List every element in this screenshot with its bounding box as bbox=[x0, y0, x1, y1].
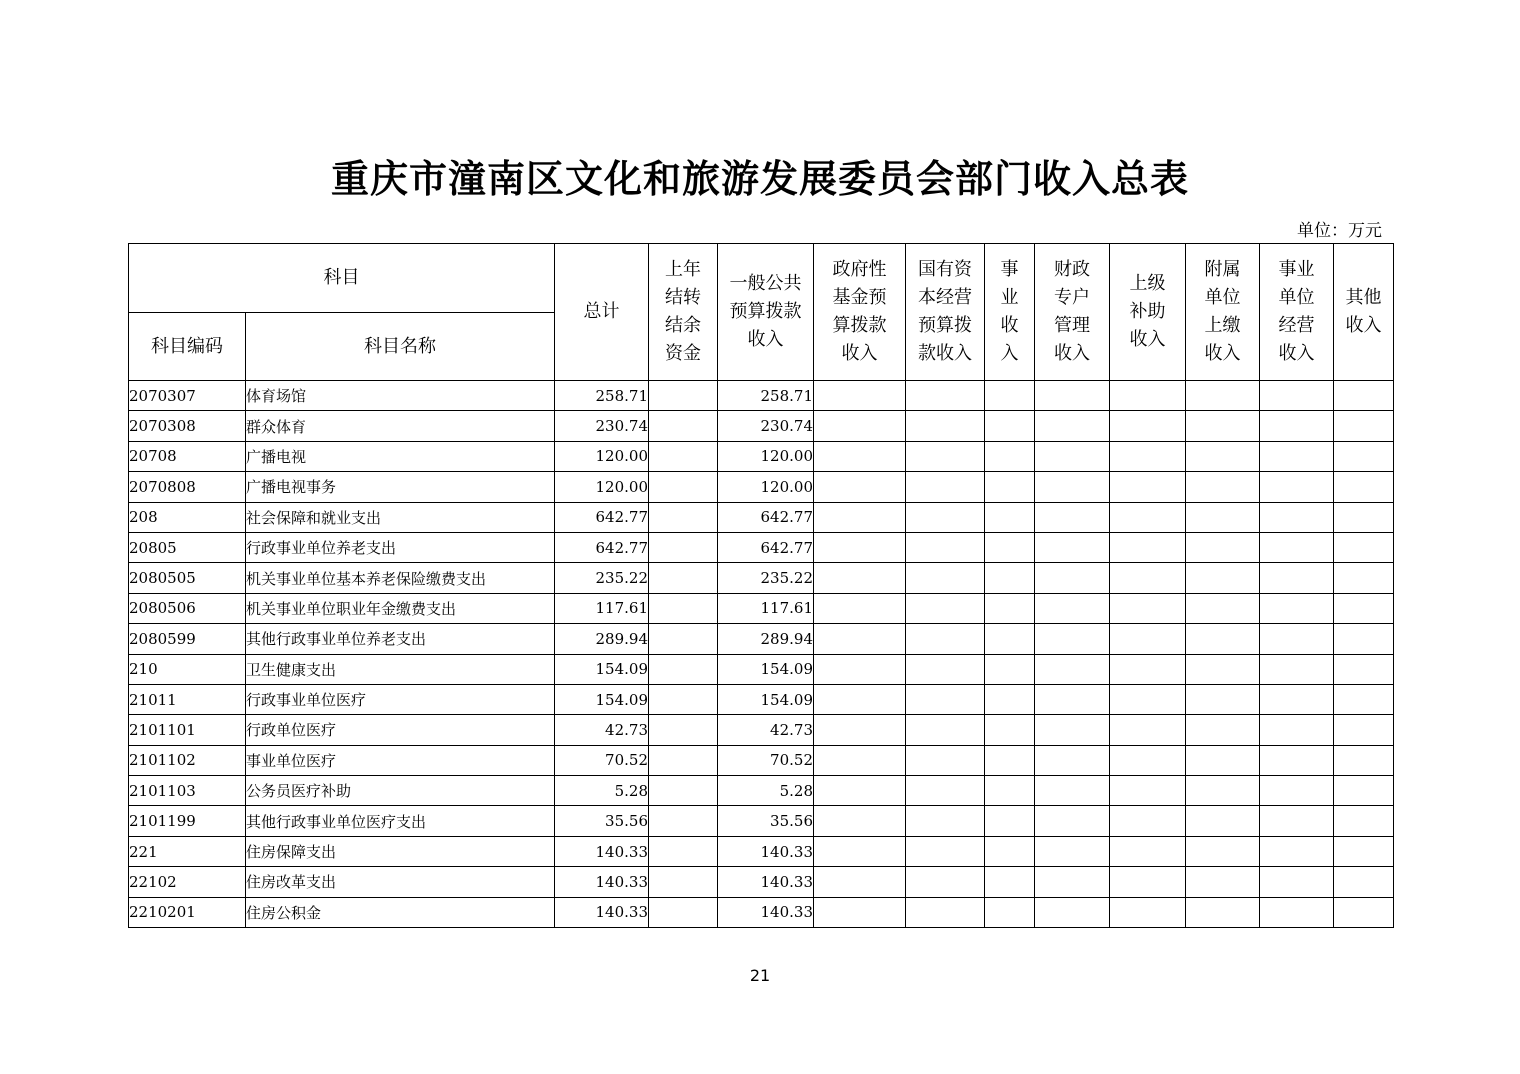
total-cell: 140.33 bbox=[555, 867, 649, 897]
empty-cell bbox=[1186, 715, 1260, 745]
empty-cell bbox=[1260, 684, 1334, 714]
carryover-cell bbox=[649, 776, 718, 806]
subject-name-cell: 行政事业单位养老支出 bbox=[246, 532, 555, 562]
table-row bbox=[129, 806, 1394, 836]
empty-cell bbox=[1110, 502, 1186, 532]
empty-cell bbox=[1334, 745, 1394, 775]
empty-cell bbox=[814, 381, 906, 411]
empty-cell bbox=[1186, 563, 1260, 593]
table-row bbox=[129, 532, 1394, 562]
empty-cell bbox=[1260, 806, 1334, 836]
subject-name-cell: 行政事业单位医疗 bbox=[246, 684, 555, 714]
empty-cell bbox=[906, 684, 985, 714]
total-cell: 42.73 bbox=[555, 715, 649, 745]
empty-cell bbox=[985, 867, 1035, 897]
total-cell: 289.94 bbox=[555, 624, 649, 654]
empty-cell bbox=[1186, 836, 1260, 866]
header-code: 科目编码 bbox=[129, 313, 246, 381]
carryover-cell bbox=[649, 593, 718, 623]
carryover-cell bbox=[649, 745, 718, 775]
empty-cell bbox=[906, 897, 985, 927]
carryover-cell bbox=[649, 836, 718, 866]
carryover-cell bbox=[649, 806, 718, 836]
empty-cell bbox=[985, 472, 1035, 502]
empty-cell bbox=[1260, 502, 1334, 532]
header-state-capital: 国有资本经营预算拨款收入 bbox=[906, 244, 985, 381]
empty-cell bbox=[1334, 897, 1394, 927]
empty-cell bbox=[1186, 776, 1260, 806]
empty-cell bbox=[1334, 563, 1394, 593]
empty-cell bbox=[814, 715, 906, 745]
table-row bbox=[129, 867, 1394, 897]
empty-cell bbox=[1035, 897, 1110, 927]
general-budget-cell: 35.56 bbox=[718, 806, 814, 836]
subject-name-cell: 机关事业单位基本养老保险缴费支出 bbox=[246, 563, 555, 593]
empty-cell bbox=[906, 411, 985, 441]
subject-code-cell: 2070308 bbox=[129, 411, 246, 441]
empty-cell bbox=[814, 897, 906, 927]
table-row bbox=[129, 836, 1394, 866]
empty-cell bbox=[1186, 532, 1260, 562]
income-table bbox=[128, 243, 1394, 928]
general-budget-cell: 258.71 bbox=[718, 381, 814, 411]
empty-cell bbox=[1186, 806, 1260, 836]
header-affiliated: 附属单位上缴收入 bbox=[1186, 244, 1260, 381]
empty-cell bbox=[1035, 411, 1110, 441]
table-row bbox=[129, 441, 1394, 471]
empty-cell bbox=[1035, 563, 1110, 593]
empty-cell bbox=[814, 745, 906, 775]
empty-cell bbox=[1186, 684, 1260, 714]
empty-cell bbox=[1260, 563, 1334, 593]
empty-cell bbox=[1035, 502, 1110, 532]
empty-cell bbox=[906, 776, 985, 806]
general-budget-cell: 642.77 bbox=[718, 532, 814, 562]
empty-cell bbox=[814, 411, 906, 441]
empty-cell bbox=[1110, 411, 1186, 441]
carryover-cell bbox=[649, 684, 718, 714]
table-row bbox=[129, 624, 1394, 654]
empty-cell bbox=[1186, 441, 1260, 471]
table-row bbox=[129, 472, 1394, 502]
header-business-operation: 事业单位经营收入 bbox=[1260, 244, 1334, 381]
empty-cell bbox=[985, 776, 1035, 806]
general-budget-cell: 140.33 bbox=[718, 897, 814, 927]
total-cell: 235.22 bbox=[555, 563, 649, 593]
carryover-cell bbox=[649, 411, 718, 441]
empty-cell bbox=[1186, 381, 1260, 411]
empty-cell bbox=[814, 867, 906, 897]
table-row bbox=[129, 593, 1394, 623]
header-general-budget: 一般公共预算拨款收入 bbox=[718, 244, 814, 381]
empty-cell bbox=[985, 411, 1035, 441]
general-budget-cell: 120.00 bbox=[718, 441, 814, 471]
header-name: 科目名称 bbox=[246, 313, 555, 381]
subject-name-cell: 其他行政事业单位养老支出 bbox=[246, 624, 555, 654]
empty-cell bbox=[1260, 836, 1334, 866]
subject-name-cell: 体育场馆 bbox=[246, 381, 555, 411]
table-row bbox=[129, 745, 1394, 775]
table-row bbox=[129, 776, 1394, 806]
subject-code-cell: 2080506 bbox=[129, 593, 246, 623]
empty-cell bbox=[1110, 593, 1186, 623]
empty-cell bbox=[985, 806, 1035, 836]
empty-cell bbox=[814, 593, 906, 623]
subject-name-cell: 广播电视 bbox=[246, 441, 555, 471]
empty-cell bbox=[1334, 441, 1394, 471]
empty-cell bbox=[1186, 897, 1260, 927]
empty-cell bbox=[985, 381, 1035, 411]
subject-code-cell: 2080505 bbox=[129, 563, 246, 593]
subject-name-cell: 卫生健康支出 bbox=[246, 654, 555, 684]
carryover-cell bbox=[649, 897, 718, 927]
empty-cell bbox=[1110, 654, 1186, 684]
empty-cell bbox=[1334, 776, 1394, 806]
table-row bbox=[129, 897, 1394, 927]
empty-cell bbox=[1334, 867, 1394, 897]
empty-cell bbox=[1035, 472, 1110, 502]
empty-cell bbox=[1260, 593, 1334, 623]
empty-cell bbox=[1186, 411, 1260, 441]
empty-cell bbox=[814, 776, 906, 806]
empty-cell bbox=[1110, 532, 1186, 562]
total-cell: 140.33 bbox=[555, 836, 649, 866]
general-budget-cell: 289.94 bbox=[718, 624, 814, 654]
table-row bbox=[129, 563, 1394, 593]
general-budget-cell: 230.74 bbox=[718, 411, 814, 441]
total-cell: 120.00 bbox=[555, 441, 649, 471]
carryover-cell bbox=[649, 532, 718, 562]
general-budget-cell: 642.77 bbox=[718, 502, 814, 532]
empty-cell bbox=[814, 441, 906, 471]
empty-cell bbox=[1110, 381, 1186, 411]
header-superior-subsidy: 上级补助收入 bbox=[1110, 244, 1186, 381]
empty-cell bbox=[906, 532, 985, 562]
empty-cell bbox=[1035, 806, 1110, 836]
empty-cell bbox=[1260, 745, 1334, 775]
total-cell: 154.09 bbox=[555, 684, 649, 714]
empty-cell bbox=[985, 684, 1035, 714]
empty-cell bbox=[906, 593, 985, 623]
empty-cell bbox=[1035, 654, 1110, 684]
general-budget-cell: 140.33 bbox=[718, 836, 814, 866]
empty-cell bbox=[1110, 715, 1186, 745]
carryover-cell bbox=[649, 563, 718, 593]
general-budget-cell: 235.22 bbox=[718, 563, 814, 593]
empty-cell bbox=[985, 654, 1035, 684]
empty-cell bbox=[1110, 624, 1186, 654]
subject-name-cell: 广播电视事务 bbox=[246, 472, 555, 502]
empty-cell bbox=[1035, 441, 1110, 471]
empty-cell bbox=[906, 867, 985, 897]
subject-name-cell: 住房保障支出 bbox=[246, 836, 555, 866]
table-row bbox=[129, 715, 1394, 745]
empty-cell bbox=[1035, 381, 1110, 411]
subject-code-cell: 2101103 bbox=[129, 776, 246, 806]
empty-cell bbox=[1110, 745, 1186, 775]
subject-name-cell: 行政单位医疗 bbox=[246, 715, 555, 745]
general-budget-cell: 154.09 bbox=[718, 684, 814, 714]
general-budget-cell: 117.61 bbox=[718, 593, 814, 623]
empty-cell bbox=[1110, 776, 1186, 806]
empty-cell bbox=[1260, 897, 1334, 927]
empty-cell bbox=[906, 472, 985, 502]
empty-cell bbox=[906, 381, 985, 411]
empty-cell bbox=[814, 472, 906, 502]
table-row bbox=[129, 381, 1394, 411]
empty-cell bbox=[985, 624, 1035, 654]
empty-cell bbox=[1260, 411, 1334, 441]
carryover-cell bbox=[649, 472, 718, 502]
subject-code-cell: 22102 bbox=[129, 867, 246, 897]
empty-cell bbox=[1334, 381, 1394, 411]
empty-cell bbox=[1334, 593, 1394, 623]
empty-cell bbox=[1260, 624, 1334, 654]
empty-cell bbox=[906, 654, 985, 684]
total-cell: 117.61 bbox=[555, 593, 649, 623]
empty-cell bbox=[1110, 563, 1186, 593]
empty-cell bbox=[1035, 867, 1110, 897]
empty-cell bbox=[985, 441, 1035, 471]
empty-cell bbox=[814, 836, 906, 866]
header-business: 事业收入 bbox=[985, 244, 1035, 381]
subject-name-cell: 住房改革支出 bbox=[246, 867, 555, 897]
empty-cell bbox=[1260, 654, 1334, 684]
empty-cell bbox=[1260, 776, 1334, 806]
total-cell: 120.00 bbox=[555, 472, 649, 502]
empty-cell bbox=[1110, 806, 1186, 836]
empty-cell bbox=[1110, 836, 1186, 866]
general-budget-cell: 154.09 bbox=[718, 654, 814, 684]
empty-cell bbox=[985, 502, 1035, 532]
empty-cell bbox=[1110, 472, 1186, 502]
general-budget-cell: 5.28 bbox=[718, 776, 814, 806]
empty-cell bbox=[1260, 381, 1334, 411]
empty-cell bbox=[1186, 624, 1260, 654]
empty-cell bbox=[1035, 836, 1110, 866]
empty-cell bbox=[1260, 532, 1334, 562]
empty-cell bbox=[1334, 624, 1394, 654]
page-title: 重庆市潼南区文化和旅游发展委员会部门收入总表 bbox=[330, 156, 1189, 201]
empty-cell bbox=[985, 836, 1035, 866]
empty-cell bbox=[1110, 867, 1186, 897]
subject-code-cell: 2070808 bbox=[129, 472, 246, 502]
subject-code-cell: 20708 bbox=[129, 441, 246, 471]
carryover-cell bbox=[649, 381, 718, 411]
empty-cell bbox=[814, 563, 906, 593]
general-budget-cell: 140.33 bbox=[718, 867, 814, 897]
subject-name-cell: 社会保障和就业支出 bbox=[246, 502, 555, 532]
carryover-cell bbox=[649, 654, 718, 684]
empty-cell bbox=[985, 593, 1035, 623]
carryover-cell bbox=[649, 715, 718, 745]
empty-cell bbox=[985, 745, 1035, 775]
empty-cell bbox=[985, 715, 1035, 745]
subject-code-cell: 2210201 bbox=[129, 897, 246, 927]
table-row bbox=[129, 502, 1394, 532]
total-cell: 230.74 bbox=[555, 411, 649, 441]
subject-code-cell: 21011 bbox=[129, 684, 246, 714]
empty-cell bbox=[985, 532, 1035, 562]
empty-cell bbox=[1334, 411, 1394, 441]
empty-cell bbox=[906, 624, 985, 654]
empty-cell bbox=[985, 563, 1035, 593]
subject-name-cell: 事业单位医疗 bbox=[246, 745, 555, 775]
subject-code-cell: 2101199 bbox=[129, 806, 246, 836]
subject-name-cell: 公务员医疗补助 bbox=[246, 776, 555, 806]
empty-cell bbox=[1260, 867, 1334, 897]
empty-cell bbox=[1186, 654, 1260, 684]
empty-cell bbox=[906, 745, 985, 775]
total-cell: 35.56 bbox=[555, 806, 649, 836]
empty-cell bbox=[814, 654, 906, 684]
empty-cell bbox=[985, 897, 1035, 927]
subject-code-cell: 2101102 bbox=[129, 745, 246, 775]
header-carryover: 上年结转结余资金 bbox=[649, 244, 718, 381]
empty-cell bbox=[1186, 593, 1260, 623]
empty-cell bbox=[1260, 441, 1334, 471]
empty-cell bbox=[814, 624, 906, 654]
table-row bbox=[129, 684, 1394, 714]
subject-code-cell: 2070307 bbox=[129, 381, 246, 411]
empty-cell bbox=[1334, 502, 1394, 532]
empty-cell bbox=[1186, 867, 1260, 897]
unit-label: 单位：万元 bbox=[1297, 221, 1382, 241]
empty-cell bbox=[814, 532, 906, 562]
total-cell: 154.09 bbox=[555, 654, 649, 684]
empty-cell bbox=[1334, 472, 1394, 502]
empty-cell bbox=[1334, 532, 1394, 562]
empty-cell bbox=[1035, 715, 1110, 745]
subject-code-cell: 208 bbox=[129, 502, 246, 532]
empty-cell bbox=[1035, 624, 1110, 654]
total-cell: 5.28 bbox=[555, 776, 649, 806]
total-cell: 70.52 bbox=[555, 745, 649, 775]
empty-cell bbox=[1186, 472, 1260, 502]
empty-cell bbox=[1334, 836, 1394, 866]
empty-cell bbox=[1110, 441, 1186, 471]
subject-name-cell: 机关事业单位职业年金缴费支出 bbox=[246, 593, 555, 623]
empty-cell bbox=[1035, 684, 1110, 714]
empty-cell bbox=[906, 502, 985, 532]
empty-cell bbox=[814, 684, 906, 714]
header-other: 其他收入 bbox=[1334, 244, 1394, 381]
table-row bbox=[129, 654, 1394, 684]
header-fiscal-special: 财政专户管理收入 bbox=[1035, 244, 1110, 381]
total-cell: 140.33 bbox=[555, 897, 649, 927]
empty-cell bbox=[1260, 715, 1334, 745]
empty-cell bbox=[1186, 502, 1260, 532]
table-row bbox=[129, 411, 1394, 441]
empty-cell bbox=[906, 836, 985, 866]
empty-cell bbox=[1035, 745, 1110, 775]
carryover-cell bbox=[649, 441, 718, 471]
empty-cell bbox=[1035, 532, 1110, 562]
empty-cell bbox=[906, 806, 985, 836]
empty-cell bbox=[906, 715, 985, 745]
empty-cell bbox=[1110, 897, 1186, 927]
empty-cell bbox=[1334, 806, 1394, 836]
carryover-cell bbox=[649, 502, 718, 532]
subject-code-cell: 2101101 bbox=[129, 715, 246, 745]
header-gov-fund: 政府性基金预算拨款收入 bbox=[814, 244, 906, 381]
general-budget-cell: 120.00 bbox=[718, 472, 814, 502]
subject-name-cell: 住房公积金 bbox=[246, 897, 555, 927]
subject-code-cell: 210 bbox=[129, 654, 246, 684]
empty-cell bbox=[906, 441, 985, 471]
empty-cell bbox=[1334, 654, 1394, 684]
empty-cell bbox=[906, 563, 985, 593]
subject-code-cell: 20805 bbox=[129, 532, 246, 562]
carryover-cell bbox=[649, 867, 718, 897]
general-budget-cell: 70.52 bbox=[718, 745, 814, 775]
empty-cell bbox=[814, 806, 906, 836]
empty-cell bbox=[1186, 745, 1260, 775]
header-total: 总计 bbox=[555, 244, 649, 381]
total-cell: 258.71 bbox=[555, 381, 649, 411]
subject-code-cell: 221 bbox=[129, 836, 246, 866]
empty-cell bbox=[1334, 684, 1394, 714]
empty-cell bbox=[1260, 472, 1334, 502]
empty-cell bbox=[814, 502, 906, 532]
subject-name-cell: 其他行政事业单位医疗支出 bbox=[246, 806, 555, 836]
total-cell: 642.77 bbox=[555, 502, 649, 532]
empty-cell bbox=[1334, 715, 1394, 745]
empty-cell bbox=[1110, 684, 1186, 714]
empty-cell bbox=[1035, 776, 1110, 806]
subject-code-cell: 2080599 bbox=[129, 624, 246, 654]
carryover-cell bbox=[649, 624, 718, 654]
header-subject: 科目 bbox=[129, 244, 555, 313]
total-cell: 642.77 bbox=[555, 532, 649, 562]
page-number: 21 bbox=[749, 966, 771, 985]
empty-cell bbox=[1035, 593, 1110, 623]
general-budget-cell: 42.73 bbox=[718, 715, 814, 745]
subject-name-cell: 群众体育 bbox=[246, 411, 555, 441]
